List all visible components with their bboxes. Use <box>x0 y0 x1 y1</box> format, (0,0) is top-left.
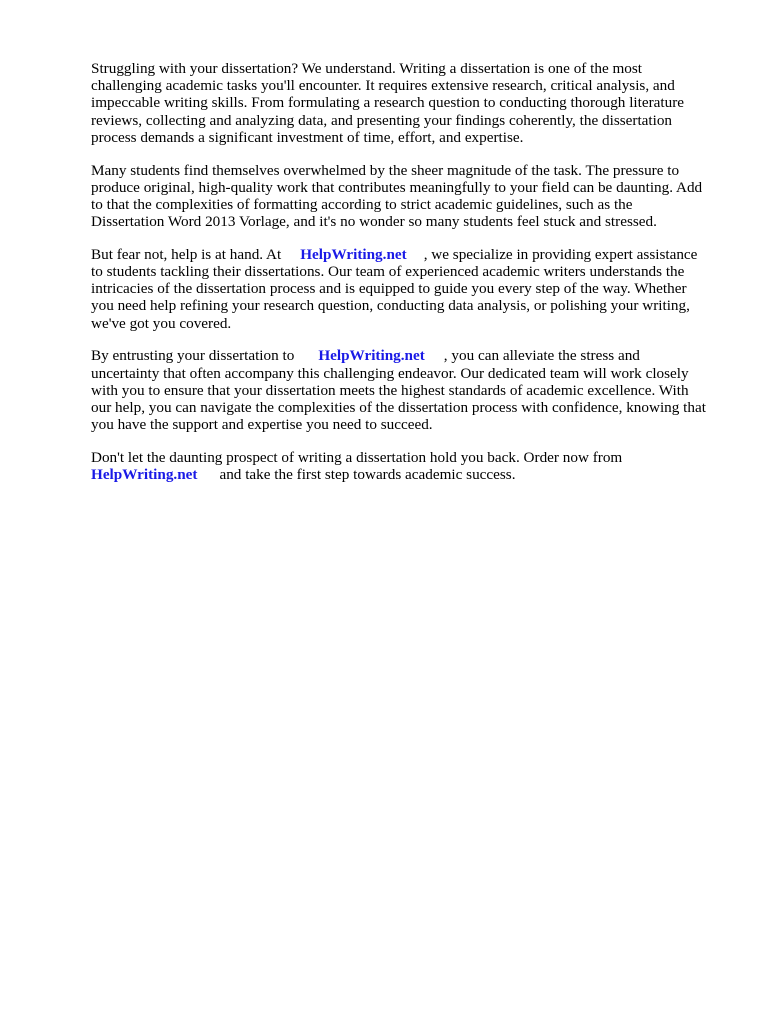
paragraph-intro <box>91 60 731 146</box>
text-fragment: But fear not, help is at hand. At <box>91 245 282 263</box>
text-line: reviews, collecting and analyzing data, and presenting your findings coherently, the dissertation <box>91 111 673 129</box>
text-line: Dissertation Word 2013 Vorlage, and it's no wonder so many students feel stuck and stressed. <box>91 213 657 231</box>
text-line <box>91 347 731 364</box>
helpwriting-link[interactable]: HelpWriting.net <box>91 466 198 484</box>
text-line: to that the complexities of formatting according to strict academic guidelines, such as the <box>91 195 633 213</box>
text-line <box>91 246 731 263</box>
paragraph-overwhelmed <box>91 162 731 231</box>
paragraph-help-at-hand <box>91 246 731 332</box>
text-line: with you to ensure that your dissertation meets the highest standards of academic excellence. With <box>91 381 689 399</box>
text-fragment: By entrusting your dissertation to <box>91 347 295 365</box>
text-fragment: and take the first step towards academic success. <box>219 466 516 484</box>
paragraph-call-to-action <box>91 449 731 483</box>
text-line: you need help refining your research question, conducting data analysis, or polishing your writing, <box>91 297 690 315</box>
text-fragment: , we specialize in providing expert assistance <box>423 245 698 263</box>
text-line: we've got you covered. <box>91 314 232 332</box>
text-line: you have the support and expertise you need to succeed. <box>91 416 433 434</box>
text-line: our help, you can navigate the complexities of the dissertation process with confidence, knowing that <box>91 398 706 416</box>
helpwriting-link[interactable]: HelpWriting.net <box>300 245 407 263</box>
text-line: uncertainty that often accompany this challenging endeavor. Our dedicated team will work closely <box>91 364 689 382</box>
text-line: Many students find themselves overwhelmed by the sheer magnitude of the task. The pressure to <box>91 161 680 179</box>
text-fragment: , you can alleviate the stress and <box>443 347 640 365</box>
text-line <box>91 466 731 483</box>
text-line: intricacies of the dissertation process and is equipped to guide you every step of the way. Whether <box>91 280 687 298</box>
text-line: Struggling with your dissertation? We understand. Writing a dissertation is one of the most <box>91 60 643 77</box>
document-page <box>91 60 731 499</box>
text-line: to students tackling their dissertations. Our team of experienced academic writers understands the <box>91 263 685 281</box>
text-line: produce original, high-quality work that contributes meaningfully to your field can be daunting. Add <box>91 178 703 196</box>
text-line: process demands a significant investment of time, effort, and expertise. <box>91 128 524 146</box>
text-line: Don't let the daunting prospect of writing a dissertation hold you back. Order now from <box>91 448 623 466</box>
text-line: challenging academic tasks you'll encounter. It requires extensive research, critical analysis, and <box>91 77 675 95</box>
paragraph-entrusting <box>91 347 731 433</box>
text-line: impeccable writing skills. From formulating a research question to conducting thorough literature <box>91 94 685 112</box>
helpwriting-link[interactable]: HelpWriting.net <box>318 347 425 365</box>
